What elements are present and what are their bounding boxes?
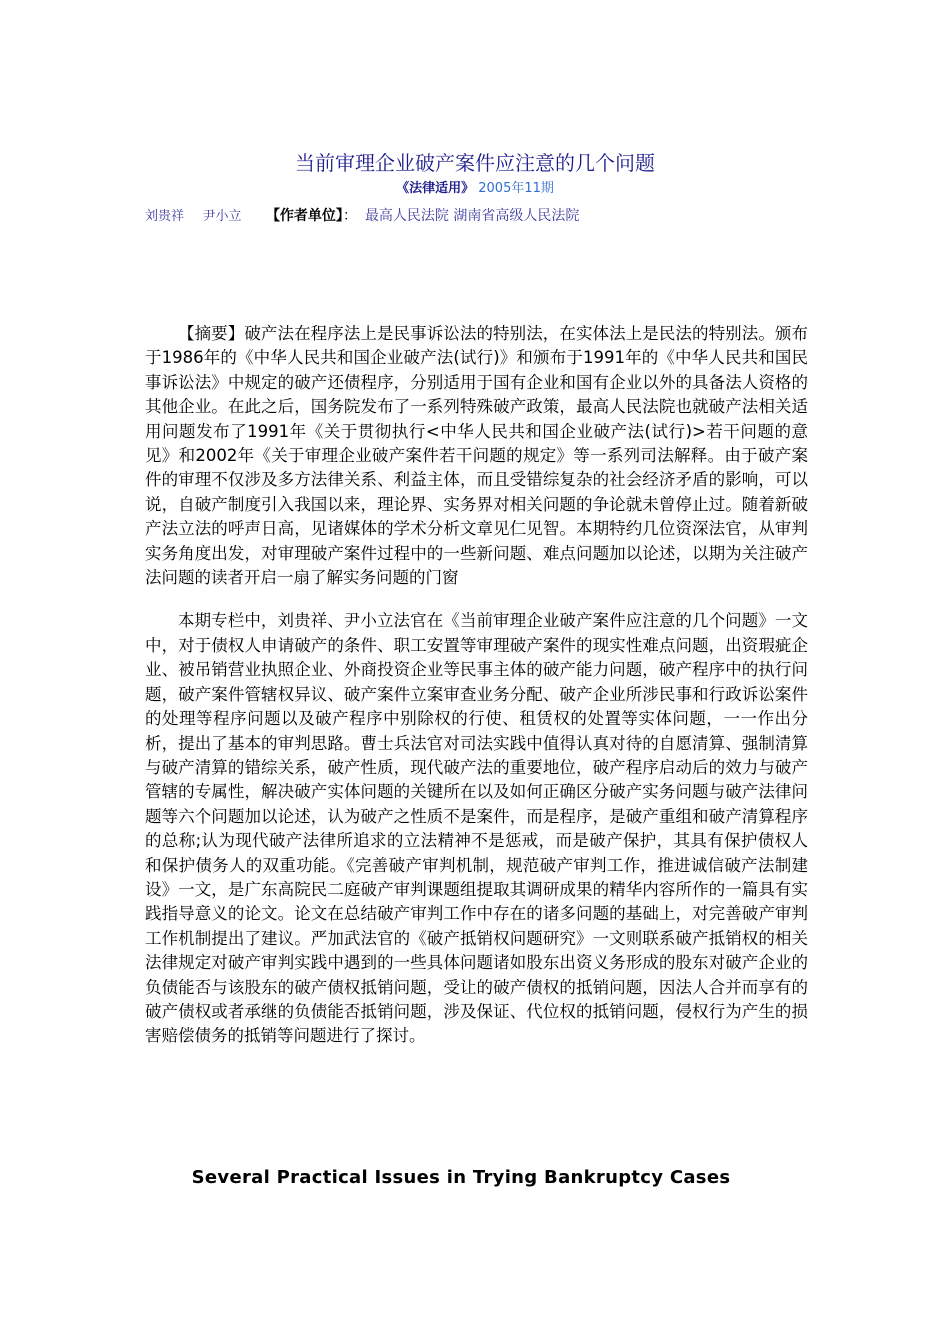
article-title: 当前审理企业破产案件应注意的几个问题 <box>295 151 655 175</box>
author-unit-colon: ： <box>342 208 357 224</box>
journal-name: 《法律适用》 <box>396 181 475 196</box>
article-header <box>0 148 950 198</box>
author-name: 尹小立 <box>202 209 242 224</box>
author-unit-value: 最高人民法院 湖南省高级人民法院 <box>364 208 580 224</box>
journal-issue: 2005年11期 <box>478 181 554 196</box>
article-body <box>145 322 808 1049</box>
publication-line <box>0 180 950 198</box>
english-title: Several Practical Issues in Trying Bankruptcy Cases <box>191 1167 731 1188</box>
authors-line <box>145 206 579 227</box>
abstract-label: 【摘要】 <box>178 324 245 343</box>
abstract-text: 破产法在程序法上是民事诉讼法的特别法，在实体法上是民法的特别法。颁布于1986年的《中华人民共和国企业破产法(试行)》和颁布于1991年的《中华人民共和国民事诉讼法》中规定的破产还债程序，分别适用于国有企业和国有企业以外的具备法人资格的其他企业。在此之后，国务院发布了一系列特殊破产政策，最高人民法院也就破产法相关适用问题发布了1991年《关于贯彻执行<中华人民共和国企业破产法(试行)>若干问题的意见》和2002年《关于审理企业破产案件若干问题的规定》等一系列司法解释。由于破产案件的审理不仅涉及多方法律关系、利益主体，而且受错综复杂的社会经济矛盾的影响，可以说，自破产制度引入我国以来，理论界、实务界对相关问题的争论就未曾停止过。随着新破产法立法的呼声日高，见诸媒体的学术分析文章见仁见智。本期特约几位资深法官，从审判实务角度出发，对审理破产案件过程中的一些新问题、难点问题加以论述，以期为关注破产法问题的读者开启一扇了解实务问题的门窗 <box>145 324 809 588</box>
abstract-paragraph <box>145 322 808 590</box>
author-name: 刘贵祥 <box>145 209 185 224</box>
column-intro-paragraph: 本期专栏中，刘贵祥、尹小立法官在《当前审理企业破产案件应注意的几个问题》一文中，对于债权人申请破产的条件、职工安置等审理破产案件的现实性难点问题，出资瑕疵企业、被吊销营业执照企业、外商投资企业等民事主体的破产能力问题，破产程序中的执行问题，破产案件管辖权异议、破产案件立案审查业务分配、破产企业所涉民事和行政诉讼案件的处理等程序问题以及破产程序中别除权的行使、租赁权的处置等实体问题，一一作出分析，提出了基本的审判思路。曹士兵法官对司法实践中值得认真对待的自愿清算、强制清算与破产清算的错综关系，破产性质，现代破产法的重要地位，破产程序启动后的效力与破产管辖的专属性，解决破产实体问题的关键所在以及如何正确区分破产实务问题与破产法律问题等六个问题加以论述，认为破产之性质不是案件，而是程序，是破产重组和破产清算程序的总称;认为现代破产法律所追求的立法精神不是惩戒，而是破产保护，其具有保护债权人和保护债务人的双重功能。《完善破产审判机制，规范破产审判工作，推进诚信破产法制建设》一文，是广东高院民二庭破产审判课题组提取其调研成果的精华内容所作的一篇具有实践指导意义的论文。论文在总结破产审判工作中存在的诸多问题的基础上，对完善破产审判工作机制提出了建议。严加武法官的《破产抵销权问题研究》一文则联系破产抵销权的相关法律规定对破产审判实践中遇到的一些具体问题诸如股东出资义务形成的股东对破产企业的负债能否与该股东的破产债权抵销问题，受让的破产债权的抵销问题，因法人合并而享有的破产债权或者承继的负债能否抵销问题，涉及保证、代位权的抵销问题，侵权行为产生的损害赔偿债务的抵销等问题进行了探讨。 <box>145 611 808 1046</box>
author-unit-label: 【作者单位】 <box>265 208 343 224</box>
